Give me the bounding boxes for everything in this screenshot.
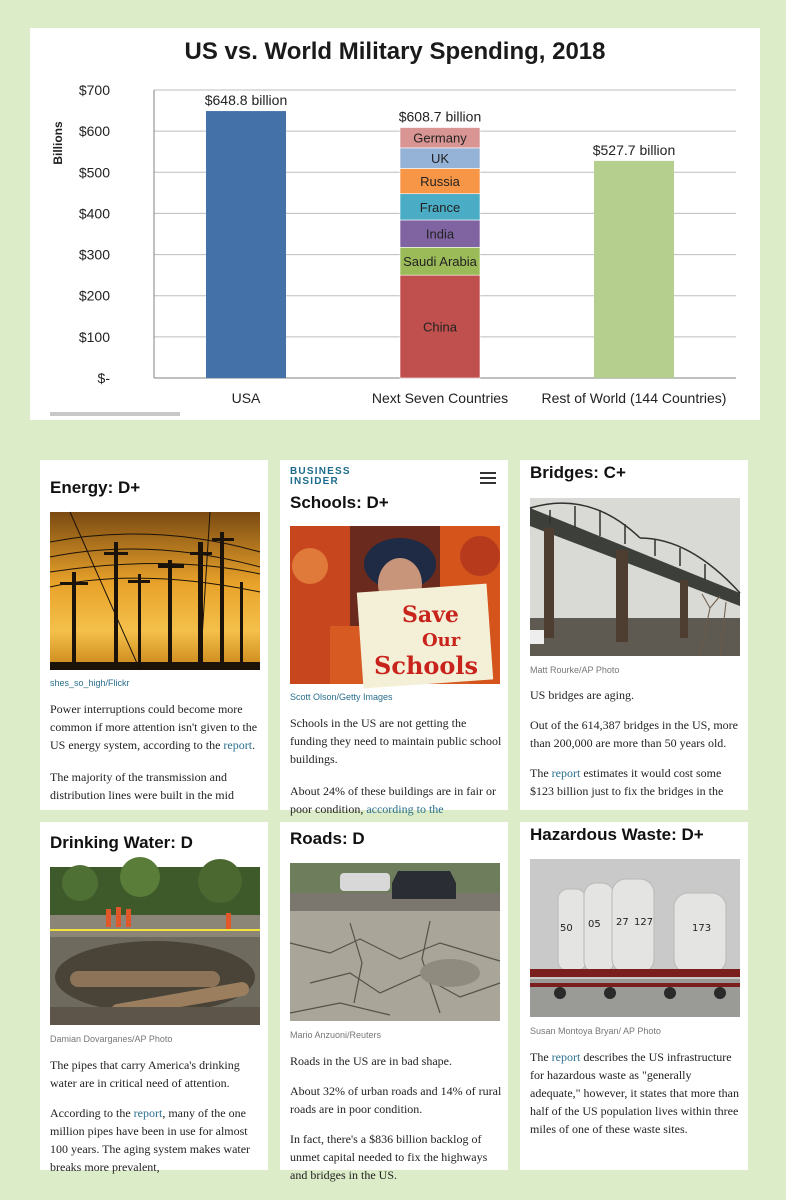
paragraph-text: Power interruptions could become more common if more attention isn't given to the US energy system, according to the bbox=[50, 702, 258, 752]
drinking-water-photo bbox=[50, 867, 260, 1025]
report-link[interactable]: report bbox=[223, 738, 253, 752]
report-link[interactable]: report bbox=[551, 1050, 581, 1064]
card-title: Energy: D+ bbox=[50, 478, 141, 497]
energy-photo bbox=[50, 512, 260, 670]
sign-text: Save bbox=[402, 602, 459, 628]
photo-credit: Mario Anzuoni/Reuters bbox=[290, 1030, 382, 1040]
tank-number: 127 bbox=[634, 917, 654, 928]
stack-segment-label: France bbox=[419, 199, 461, 215]
paragraph-text: describes the US infrastructure for hazardous waste as "generally adequate," however, it states that more than half of the US population lives within three miles of one of these waste sites. bbox=[530, 1050, 740, 1136]
tank-number: 173 bbox=[692, 923, 712, 934]
card-body-2 bbox=[530, 686, 742, 800]
menu-icon[interactable] bbox=[480, 472, 496, 484]
x-tick-label: Rest of World (144 Countries) bbox=[541, 390, 727, 406]
report-link[interactable]: report bbox=[551, 766, 581, 780]
y-tick-label: $300 bbox=[78, 246, 110, 263]
paragraph-text: According to the bbox=[50, 1106, 134, 1120]
card-schools bbox=[280, 460, 508, 816]
tank-number: 05 bbox=[588, 919, 601, 930]
stack-segment-label: China bbox=[423, 319, 457, 335]
sign-text: Schools bbox=[374, 651, 479, 680]
business-insider-logo[interactable] bbox=[290, 467, 351, 487]
stack-segment-label: UK bbox=[430, 151, 450, 167]
paragraph-text: estimates it would cost some $123 billion just to fix the bridges in the bbox=[530, 766, 724, 798]
y-tick-label: $600 bbox=[78, 123, 110, 140]
chart-plot bbox=[30, 28, 760, 420]
card-title: Hazardous Waste: D+ bbox=[530, 825, 704, 844]
schools-photo bbox=[290, 526, 500, 684]
y-tick-label: $400 bbox=[78, 205, 110, 222]
cropped-caption-remnant bbox=[50, 412, 180, 416]
photo-credit: Susan Montoya Bryan/ AP Photo bbox=[530, 1026, 661, 1036]
stack-segment-label: Saudi Arabia bbox=[403, 254, 477, 270]
y-tick-label: $- bbox=[97, 370, 110, 386]
roads-photo bbox=[290, 863, 500, 1021]
y-tick-label: $200 bbox=[78, 287, 110, 304]
bridges-photo bbox=[530, 498, 740, 656]
paragraph-text: US bridges are aging. bbox=[530, 688, 634, 702]
paragraph-text: About 24% of these buildings are in fair or poor condition, bbox=[290, 784, 496, 816]
card-body bbox=[290, 1052, 502, 1184]
source-link[interactable]: according to the bbox=[366, 802, 444, 816]
bar-usa bbox=[206, 111, 286, 378]
photo-credit: Damian Dovarganes/AP Photo bbox=[50, 1034, 173, 1044]
chart-y-axis-label: Billions bbox=[51, 121, 65, 165]
paragraph-text: , many of the one million pipes have been in use for almost 100 years. The aging system makes water breaks more prevalent, bbox=[50, 1106, 251, 1174]
paragraph-text: Schools in the US are not getting the funding they need to maintain public school buildings. bbox=[290, 716, 502, 766]
hazardous-waste-photo bbox=[530, 859, 740, 1017]
stack-segment-label: India bbox=[425, 226, 455, 242]
y-tick-label: $500 bbox=[78, 164, 110, 181]
tank-number: 50 bbox=[560, 923, 573, 934]
card-title: Bridges: C+ bbox=[530, 463, 626, 482]
photo-credit-link[interactable]: Scott Olson/Getty Images bbox=[290, 692, 393, 702]
photo-credit-link[interactable]: shes_so_high/Flickr bbox=[50, 678, 130, 688]
card-body bbox=[530, 1048, 742, 1138]
card-title: Roads: D bbox=[290, 829, 365, 848]
paragraph-text: The bbox=[530, 766, 552, 780]
logo-line: BUSINESS bbox=[290, 466, 351, 477]
paragraph-text: Out of the 614,387 bridges in the US, more than 200,000 are more than 50 years old. bbox=[530, 718, 738, 750]
paragraph-text: The pipes that carry America's drinking water are in critical need of attention. bbox=[50, 1058, 240, 1090]
card-body bbox=[290, 714, 502, 818]
tank-number: 27 bbox=[616, 917, 629, 928]
bar-value-label: $527.7 billion bbox=[592, 141, 676, 158]
stack-segment-label: Germany bbox=[413, 130, 467, 146]
x-tick-label: Next Seven Countries bbox=[371, 390, 509, 406]
card-title: Drinking Water: D bbox=[50, 833, 193, 852]
report-link[interactable]: report bbox=[133, 1106, 163, 1120]
bar-value-label: $648.8 billion bbox=[204, 92, 288, 109]
y-tick-label: $100 bbox=[78, 328, 110, 345]
paragraph-text: In fact, there's a $836 billion backlog of unmet capital needed to fix the highways and bridges in the US. bbox=[290, 1132, 488, 1182]
paragraph-text: Roads in the US are in bad shape. bbox=[290, 1054, 452, 1068]
x-tick-label: USA bbox=[231, 390, 261, 406]
paragraph-text: The majority of the transmission and distribution lines were built in the mid bbox=[50, 770, 234, 802]
card-title: Schools: D+ bbox=[290, 493, 389, 512]
card-roads bbox=[280, 822, 508, 1182]
military-spending-chart bbox=[30, 28, 760, 420]
card-bridges bbox=[520, 460, 748, 810]
card-drinking-water bbox=[40, 822, 268, 1174]
y-tick-label: $700 bbox=[78, 82, 110, 98]
chart-title: US vs. World Military Spending, 2018 bbox=[184, 38, 606, 65]
bar-value-label: $608.7 billion bbox=[398, 108, 482, 125]
paragraph-text: About 32% of urban roads and 14% of rural roads are in poor condition. bbox=[290, 1084, 502, 1116]
card-body bbox=[50, 700, 262, 804]
bar-rest bbox=[594, 161, 674, 378]
stack-segment-label: Russia bbox=[420, 174, 460, 190]
card-body bbox=[50, 1056, 262, 1176]
card-hazardous-waste bbox=[520, 822, 748, 1170]
paragraph-text: The bbox=[530, 1050, 552, 1064]
photo-credit: Matt Rourke/AP Photo bbox=[530, 665, 620, 675]
paragraph-text: . bbox=[252, 738, 256, 752]
sign-text: Our bbox=[422, 630, 461, 651]
logo-line: INSIDER bbox=[290, 476, 339, 487]
card-energy bbox=[40, 460, 268, 810]
